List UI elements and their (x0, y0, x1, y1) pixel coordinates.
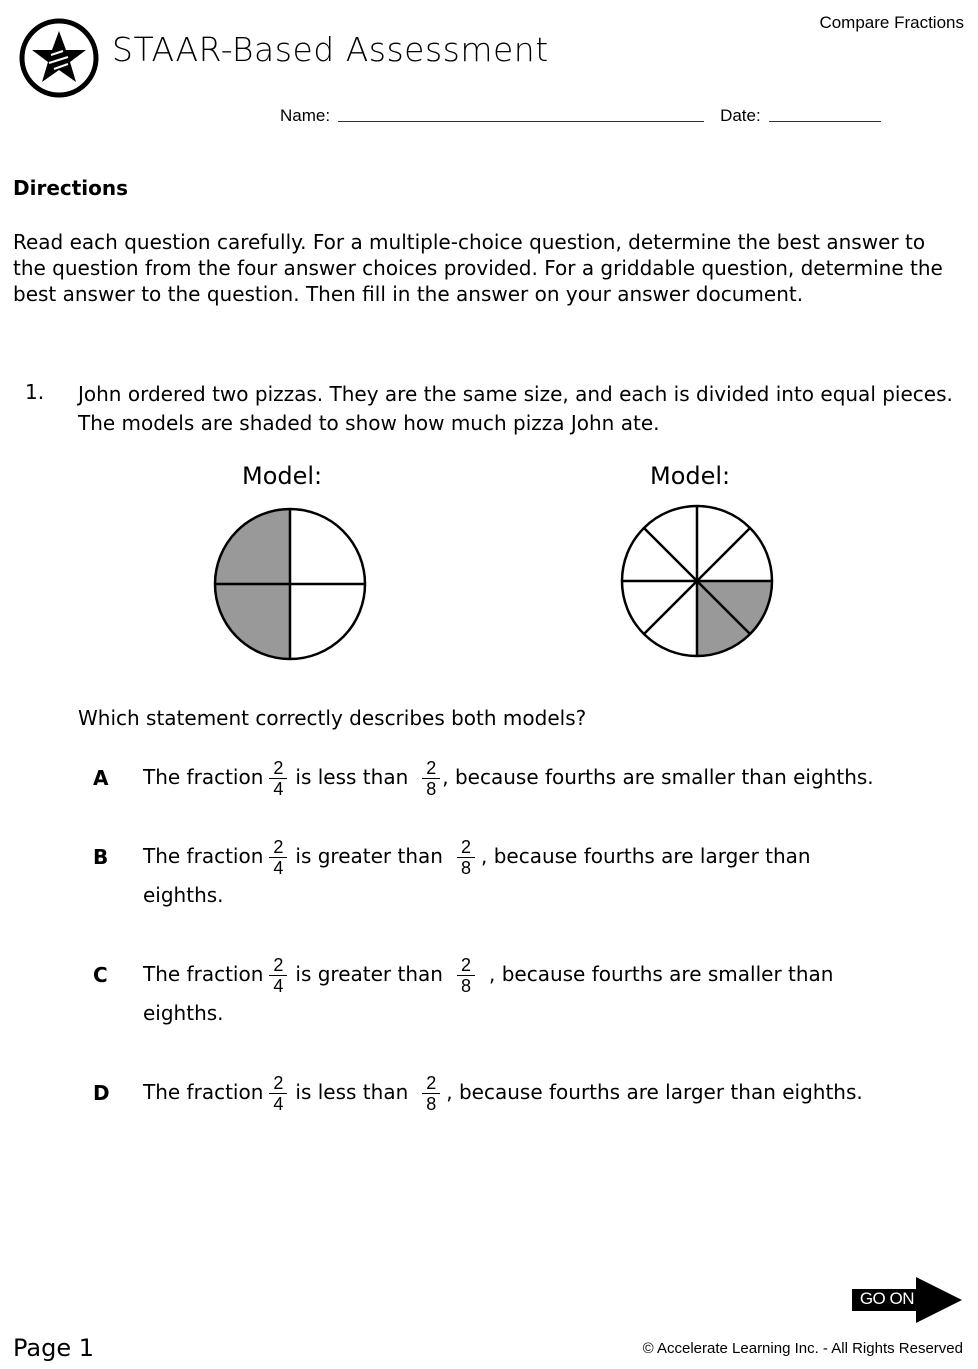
fraction-two-fourths: $\frac{2}{4}$ (269, 955, 287, 996)
name-date-row (280, 106, 881, 126)
directions-heading: Directions (13, 176, 129, 200)
option-letter: C (93, 963, 108, 987)
star-logo-icon (18, 17, 100, 99)
option-continuation: eighths. (143, 883, 224, 907)
question-prompt: Which statement correctly describes both models? (78, 706, 587, 730)
question-text: John ordered two pizzas. They are the same size, and each is divided into equal pieces. The models are shaded to show how much pizza John ate. (78, 382, 953, 435)
fraction-two-eighths: $\frac{2}{8}$ (422, 1073, 440, 1114)
fraction-two-fourths: $\frac{2}{4}$ (269, 1073, 287, 1114)
model-left-label: Model: (242, 462, 323, 490)
page-number: Page 1 (13, 1334, 94, 1362)
copyright: © Accelerate Learning Inc. - All Rights Reserved (642, 1340, 963, 1357)
option-letter: D (93, 1081, 110, 1105)
go-on-label: GO ON (859, 1289, 914, 1308)
pie-model-eighths (620, 504, 774, 658)
fraction-two-fourths: $\frac{2}{4}$ (269, 758, 287, 799)
directions-text: Read each question carefully. For a multiple-choice question, determine the best answer to the question from the four answer choices provided. For a griddable question, determine the best answer to the question. Then fill in the answer on your answer document. (13, 230, 943, 306)
fraction-two-eighths: $\frac{2}{8}$ (422, 758, 440, 799)
option-letter: B (93, 845, 109, 869)
date-field[interactable] (769, 120, 881, 122)
option-letter: A (93, 766, 109, 790)
fraction-two-eighths: $\frac{2}{8}$ (457, 955, 475, 996)
date-label: Date: (720, 106, 761, 125)
option-continuation: eighths. (143, 1001, 224, 1025)
name-label: Name: (280, 106, 331, 125)
model-right-label: Model: (650, 462, 731, 490)
pie-model-fourths (213, 507, 367, 661)
brand-title: STAAR-Based Assessment (112, 30, 549, 69)
name-field[interactable] (338, 120, 704, 122)
question-number: 1. (25, 380, 45, 404)
fraction-two-eighths: $\frac{2}{8}$ (457, 837, 475, 878)
fraction-two-fourths: $\frac{2}{4}$ (269, 837, 287, 878)
topic-label: Compare Fractions (819, 13, 964, 32)
